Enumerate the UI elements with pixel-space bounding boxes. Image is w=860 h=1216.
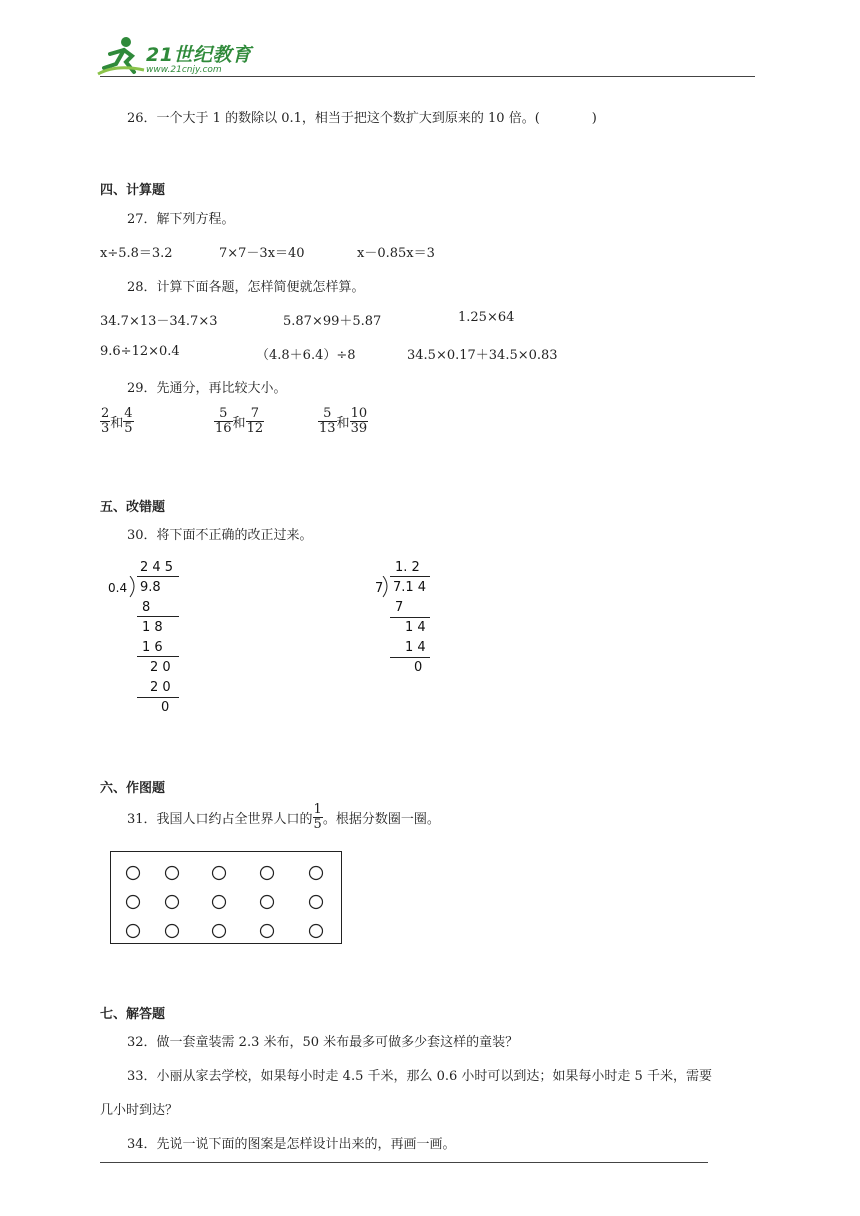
grid-circle (166, 896, 179, 909)
expression-3: 1.25×64 (458, 310, 515, 325)
grid-circle (127, 896, 140, 909)
header-rule (100, 76, 755, 77)
equation-3: x－0.85x＝3 (357, 246, 435, 261)
fraction: $\frac{10}{39}$ (350, 406, 368, 436)
grid-circle (310, 925, 323, 938)
equation-1: x÷5.8＝3.2 (100, 246, 173, 261)
question-32: 32．做一套童装需 2.3 米布，50 米布最多可做多少套这样的童装？ (127, 1035, 519, 1050)
fraction: $\frac{5}{13}$ (319, 406, 336, 436)
expression-6: 34.5×0.17＋34.5×0.83 (407, 348, 558, 363)
fraction: $\frac{4}{5}$ (124, 406, 133, 436)
question-27: 27．解下列方程。 (127, 212, 235, 227)
expression-4: 9.6÷12×0.4 (100, 344, 180, 359)
question-31: 31．我国人口约占全世界人口的 $\frac{1}{5}$ 。根据分数圈一圈。 (127, 802, 440, 832)
fraction-pair-3: $\frac{5}{13}$ 和 $\frac{10}{39}$ (319, 406, 368, 436)
section-6-title: 六、作图题 (100, 781, 166, 796)
fraction-pair-1: $\frac{2}{3}$ 和 $\frac{4}{5}$ (101, 406, 133, 436)
runner-logo-icon (96, 34, 146, 78)
grid-circle (166, 925, 179, 938)
question-28: 28．计算下面各题，怎样简便就怎样算。 (127, 280, 365, 295)
expression-1: 34.7×13－34.7×3 (100, 314, 218, 329)
section-4-title: 四、计算题 (100, 183, 166, 198)
footer-rule (100, 1162, 708, 1163)
fraction: $\frac{5}{16}$ (215, 406, 232, 436)
question-33-line-2: 几小时到达？ (100, 1103, 179, 1118)
expression-5: （4.8＋6.4）÷8 (256, 348, 356, 363)
section-5-title: 五、改错题 (100, 500, 166, 515)
grid-circle (310, 896, 323, 909)
grid-circle (261, 925, 274, 938)
grid-circle (213, 867, 226, 880)
fraction-pair-2: $\frac{5}{16}$ 和 $\frac{7}{12}$ (215, 406, 264, 436)
grid-circle (213, 896, 226, 909)
expression-2: 5.87×99＋5.87 (283, 314, 382, 329)
grid-circle (127, 867, 140, 880)
grid-circle (166, 867, 179, 880)
logo-title: 21世纪教育 (146, 44, 252, 66)
equation-2: 7×7－3x＝40 (219, 246, 305, 261)
fraction: $\frac{7}{12}$ (246, 406, 264, 436)
question-29: 29．先通分，再比较大小。 (127, 381, 287, 396)
section-7-title: 七、解答题 (100, 1007, 166, 1022)
grid-circle (261, 867, 274, 880)
question-26: 26．一个大于 1 的数除以 0.1，相当于把这个数扩大到原来的 10 倍。( ) (127, 111, 597, 126)
fraction: $\frac{2}{3}$ (101, 406, 110, 436)
logo-url: www.21cnjy.com (146, 65, 222, 75)
question-34: 34．先说一说下面的图案是怎样设计出来的，再画一画。 (127, 1137, 456, 1152)
question-30: 30．将下面不正确的改正过来。 (127, 528, 313, 543)
grid-circle (213, 925, 226, 938)
grid-circle (261, 896, 274, 909)
circle-grid (111, 852, 343, 945)
fraction: $\frac{1}{5}$ (313, 802, 322, 832)
circle-grid-box (110, 851, 342, 944)
question-33-line-1: 33．小丽从家去学校，如果每小时走 4.5 千米，那么 0.6 小时可以到达；如果每小时走 5 千米，需要 (127, 1069, 712, 1084)
grid-circle (127, 925, 140, 938)
grid-circle (310, 867, 323, 880)
